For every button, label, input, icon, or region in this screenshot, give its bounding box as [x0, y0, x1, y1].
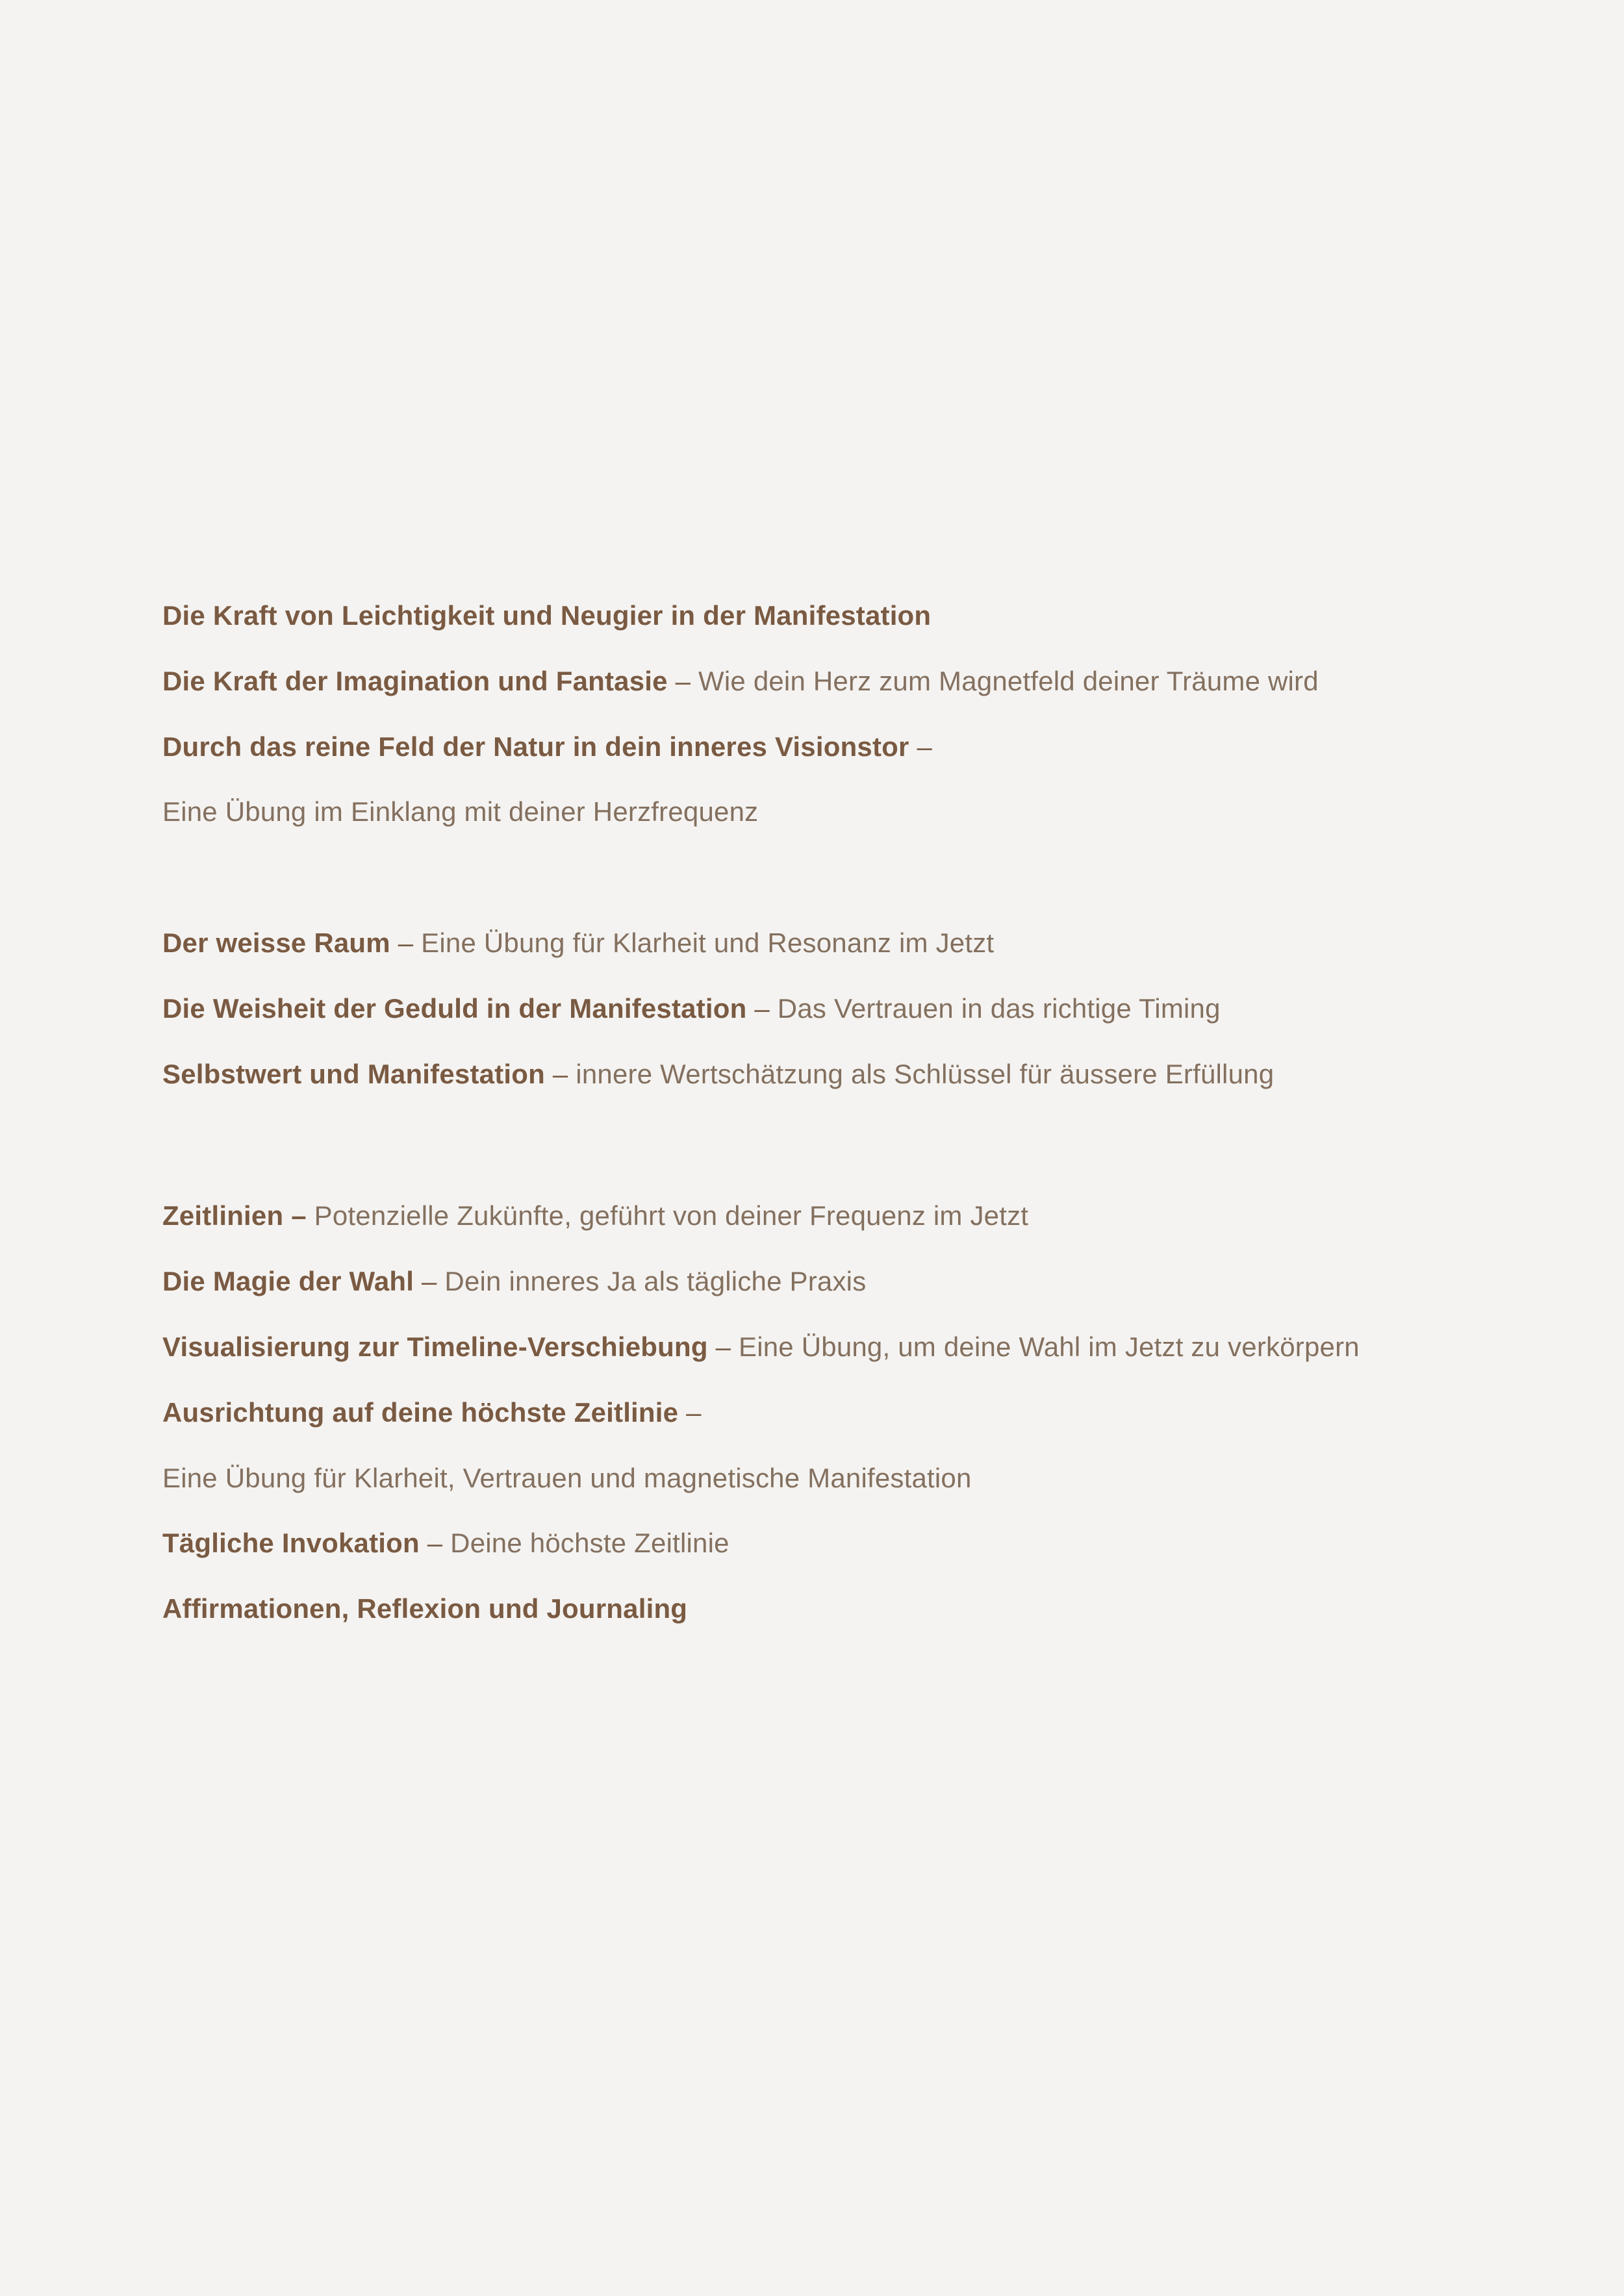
toc-entry-separator: –: [667, 666, 699, 696]
toc-entry-title: Durch das reine Feld der Natur in dein inneres Visionstor: [162, 731, 909, 762]
toc-entry-separator: –: [390, 927, 422, 958]
toc-entry-description: Das Vertrauen in das richtige Timing: [777, 993, 1221, 1024]
toc-entry-separator: [307, 1200, 314, 1231]
toc-entry-title: Selbstwert und Manifestation: [162, 1059, 545, 1089]
toc-entry-title: Die Kraft von Leichtigkeit und Neugier in der Manifestation: [162, 600, 932, 631]
toc-entry: [162, 662, 1319, 701]
toc-entry-separator: –: [909, 731, 933, 762]
toc-entry-description: Dein inneres Ja als tägliche Praxis: [444, 1266, 867, 1296]
toc-entry-separator: –: [419, 1528, 451, 1558]
toc-entry-title: Ausrichtung auf deine höchste Zeitlinie: [162, 1397, 679, 1428]
toc-entry-description: Eine Übung im Einklang mit deiner Herzfrequenz: [162, 796, 759, 827]
toc-entry: [162, 924, 994, 963]
toc-entry-description: Deine höchste Zeitlinie: [450, 1528, 730, 1558]
toc-entry: [162, 1393, 702, 1432]
toc-entry: [162, 989, 1221, 1028]
toc-entry: [162, 792, 758, 831]
toc-entry-description: Potenzielle Zukünfte, geführt von deiner Frequenz im Jetzt: [314, 1200, 1029, 1231]
toc-entry: [162, 727, 932, 766]
toc-entry: [162, 1262, 866, 1301]
toc-entry-description: innere Wertschätzung als Schlüssel für äussere Erfüllung: [576, 1059, 1275, 1089]
toc-entry-description: Wie dein Herz zum Magnetfeld deiner Träume wird: [698, 666, 1319, 696]
toc-entry-title: Visualisierung zur Timeline-Verschiebung: [162, 1331, 708, 1362]
toc-entry-description: Eine Übung für Klarheit und Resonanz im Jetzt: [421, 927, 995, 958]
toc-entry-separator: –: [414, 1266, 445, 1296]
toc-entry-title: Die Weisheit der Geduld in der Manifestation: [162, 993, 747, 1024]
toc-entry-title: Die Magie der Wahl: [162, 1266, 414, 1296]
toc-entry-title: Tägliche Invokation: [162, 1528, 420, 1558]
toc-entry: [162, 1589, 687, 1628]
toc-entry-title: Der weisse Raum: [162, 927, 390, 958]
toc-entry-separator: –: [746, 993, 778, 1024]
toc-entry: [162, 1055, 1274, 1094]
toc-entry: [162, 1524, 730, 1563]
toc-entry-description: Eine Übung, um deine Wahl im Jetzt zu verkörpern: [739, 1331, 1360, 1362]
toc-entry-separator: –: [707, 1331, 739, 1362]
toc-entry-title: Affirmationen, Reflexion und Journaling: [162, 1593, 688, 1624]
toc-entry: [162, 596, 931, 635]
toc-entry: [162, 1459, 972, 1498]
toc-entry-title: Die Kraft der Imagination und Fantasie: [162, 666, 668, 696]
toc-entry-separator: –: [678, 1397, 702, 1428]
toc-entry-separator: –: [545, 1059, 576, 1089]
toc-entry-description: Eine Übung für Klarheit, Vertrauen und magnetische Manifestation: [162, 1463, 972, 1493]
toc-entry: [162, 1328, 1360, 1367]
toc-entry: [162, 1196, 1028, 1235]
toc-entry-title: Zeitlinien –: [162, 1200, 307, 1231]
